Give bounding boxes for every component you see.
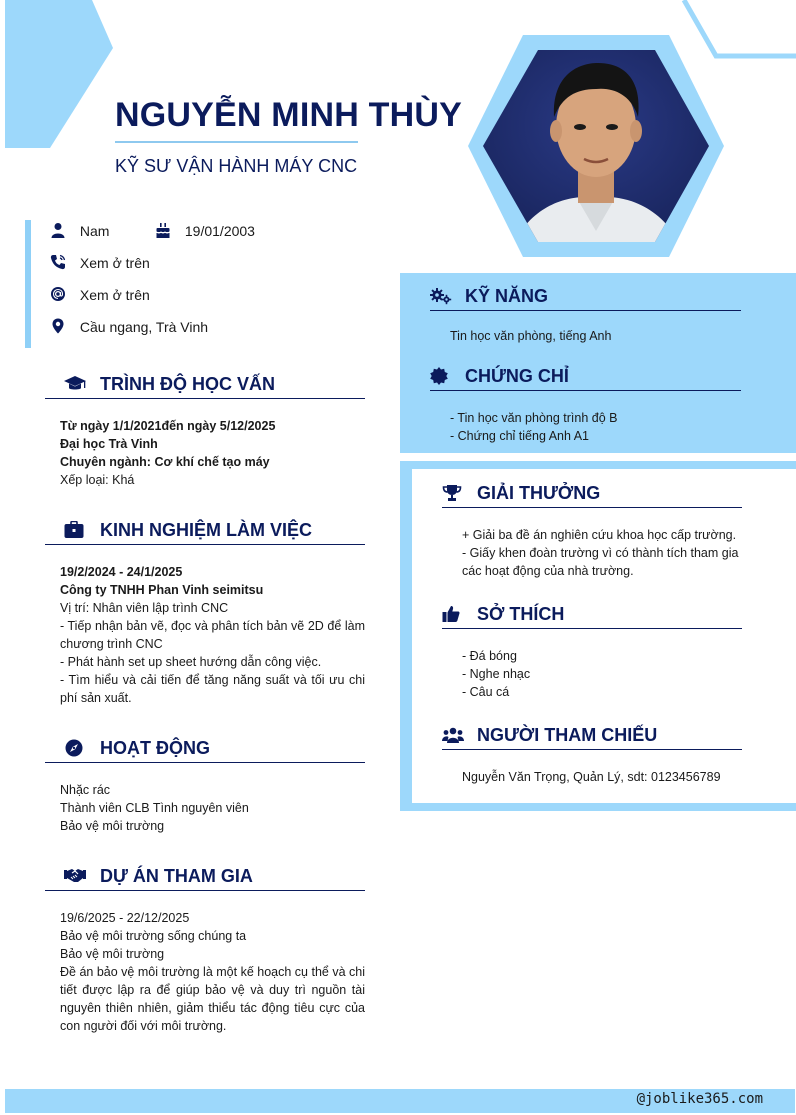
education-title: TRÌNH ĐỘ HỌC VẤN [100,374,275,394]
birthday-cake-icon [155,222,171,238]
projects-section [45,865,365,1035]
trophy-icon [442,484,462,502]
projects-divider [45,890,365,891]
gender-value: Nam [79,223,110,239]
phone-icon [50,254,66,270]
email-row [50,284,150,306]
activity-item: Nhặc rác [60,783,111,797]
certificates-divider [430,390,741,391]
education-divider [45,398,365,399]
hobby-item: - Câu cá [462,685,510,699]
hobby-item: - Đá bóng [462,649,517,663]
references-divider [442,749,742,750]
address-row [50,316,208,338]
certificate-item: - Chứng chỉ tiếng Anh A1 [450,429,590,443]
at-sign-icon [50,286,66,302]
hobbies-divider [442,628,742,629]
top-left-decor [0,0,120,150]
skills-section [430,285,741,345]
project-period: 19/6/2025 - 22/12/2025 [60,911,190,925]
project-name: Bảo vệ môi trường sống chúng ta [60,929,247,943]
references-section [442,724,742,786]
certificates-title: CHỨNG CHỈ [465,366,569,386]
experience-period: 19/2/2024 - 24/1/2025 [60,565,183,579]
awards-title: GIẢI THƯỞNG [477,483,601,503]
experience-duty: - Tìm hiểu và cải tiến để tăng năng suất và tối ưu chi phí sản xuất. [60,673,365,705]
experience-section [45,519,365,707]
hobbies-title: SỞ THÍCH [477,604,565,624]
experience-duty: - Phát hành set up sheet hướng dẫn công việc. [60,655,322,669]
phone-value: Xem ở trên [79,255,150,271]
hobby-item: - Nghe nhạc [462,667,531,681]
project-description: Đề án bảo vệ môi trường là một kế hoạch cụ thể và chi tiết được lập ra để giúp bảo vệ và duy trì nguồn tài nguyên thiên nhiên, giảm thiểu tác động tiêu cực của con người đối với môi trường. [60,965,365,1033]
education-grade: Xếp loại: Khá [60,473,135,487]
gender-row [50,220,109,242]
hobbies-section [442,603,742,701]
references-title: NGƯỜI THAM CHIẾU [477,725,658,745]
education-period: Từ ngày 1/1/2021đến ngày 5/12/2025 [60,419,276,433]
people-group-icon [442,727,464,743]
education-section [45,373,365,489]
experience-company: Công ty TNHH Phan Vinh seimitsu [60,583,264,597]
references-text: Nguyễn Văn Trọng, Quản Lý, sdt: 0123456789 [462,770,721,784]
birthday-row [155,220,255,242]
certificate-item: - Tin học văn phòng trình độ B [450,411,618,425]
skills-text: Tin học văn phòng, tiếng Anh [450,329,612,343]
thumbs-up-icon [442,605,460,623]
certificates-section [430,365,741,445]
skills-divider [430,310,741,311]
activities-section [45,737,365,835]
candidate-name: NGUYỄN MINH THÙY [115,96,462,134]
location-pin-icon [50,318,66,334]
activity-item: Bảo vệ môi trường [60,819,165,833]
activities-title: HOẠT ĐỘNG [100,738,210,758]
certificate-badge-icon [430,367,448,385]
name-underline [115,141,358,143]
address-value: Cầu ngang, Trà Vinh [79,319,209,335]
phone-row [50,252,150,274]
footer-watermark: @joblike365.com [636,1091,763,1107]
award-item: + Giải ba đề án nghiên cứu khoa học cấp trường. [462,528,737,542]
award-item: - Giấy khen đoàn trường vì có thành tích tham gia các hoạt động của nhà trường. [462,546,739,578]
handshake-icon [64,868,86,884]
experience-divider [45,544,365,545]
birthday-value: 19/01/2003 [184,223,255,239]
graduation-cap-icon [64,375,86,393]
education-major: Chuyên ngành: Cơ khí chế tạo máy [60,455,270,469]
awards-section [442,482,742,580]
education-school: Đại học Trà Vinh [60,437,158,451]
email-value: Xem ở trên [79,287,150,303]
project-role: Bảo vệ môi trường [60,947,165,961]
profile-photo [466,35,726,260]
experience-position: Vị trí: Nhân viên lập trình CNC [60,601,229,615]
projects-title: DỰ ÁN THAM GIA [100,866,253,886]
compass-icon [65,739,83,757]
experience-duty: - Tiếp nhận bản vẽ, đọc và phân tích bản vẽ 2D để làm chương trình CNC [60,619,365,651]
skills-title: KỸ NĂNG [465,286,549,306]
gears-icon [430,287,452,305]
job-title: KỸ SƯ VẬN HÀNH MÁY CNC [115,156,358,176]
briefcase-icon [64,521,84,539]
awards-divider [442,507,742,508]
experience-title: KINH NGHIỆM LÀM VIỆC [100,520,313,540]
activities-divider [45,762,365,763]
contact-accent-bar [25,220,31,348]
person-icon [50,222,66,238]
activity-item: Thành viên CLB Tình nguyên viên [60,801,249,815]
